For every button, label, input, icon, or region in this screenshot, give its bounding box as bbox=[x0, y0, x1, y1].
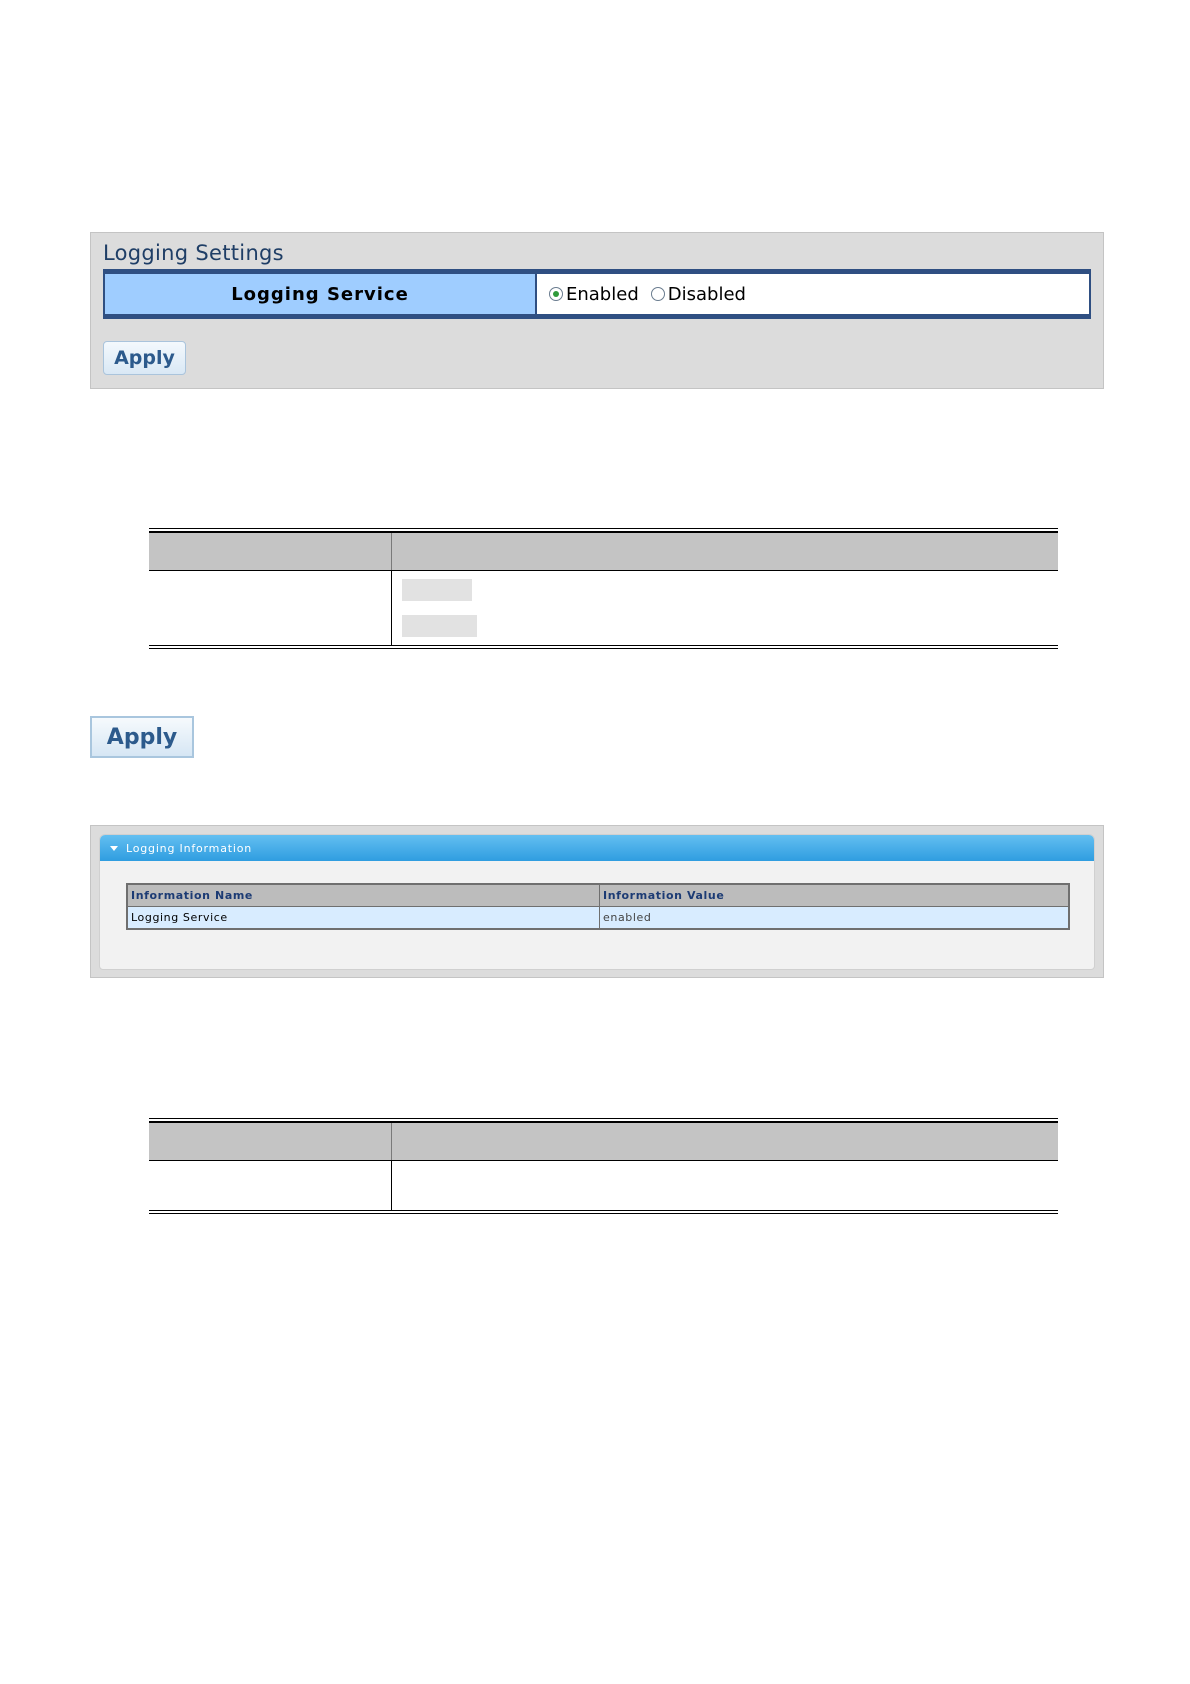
table-cell bbox=[149, 1161, 392, 1210]
info-panel-inner bbox=[99, 834, 1095, 970]
logging-service-label: Logging Service bbox=[105, 274, 537, 314]
table-row bbox=[149, 571, 1058, 645]
radio-enabled[interactable] bbox=[549, 284, 639, 305]
table-row bbox=[128, 907, 1068, 928]
info-panel-header[interactable] bbox=[100, 835, 1094, 861]
table-header-cell bbox=[149, 533, 392, 570]
table-cell bbox=[149, 571, 392, 645]
apply-button[interactable]: Apply bbox=[103, 341, 186, 375]
apply-button-large[interactable]: Apply bbox=[90, 716, 194, 758]
table-header-row bbox=[149, 532, 1058, 571]
table-header-cell bbox=[392, 533, 1058, 570]
radio-checked-icon[interactable] bbox=[549, 287, 563, 301]
placeholder-chip bbox=[402, 579, 472, 601]
radio-unchecked-icon[interactable] bbox=[651, 287, 665, 301]
placeholder-chip bbox=[402, 615, 477, 637]
logging-information-panel bbox=[90, 825, 1104, 978]
logging-service-value bbox=[537, 274, 1089, 314]
table-header-row bbox=[149, 1122, 1058, 1161]
panel-title: Logging Settings bbox=[103, 241, 284, 265]
table-header-row bbox=[128, 885, 1068, 907]
info-panel-title: Logging Information bbox=[126, 841, 253, 855]
description-table bbox=[149, 1118, 1058, 1214]
table-row bbox=[149, 1161, 1058, 1210]
radio-disabled-label: Disabled bbox=[667, 283, 746, 305]
table-header-cell bbox=[392, 1123, 1058, 1160]
information-table bbox=[126, 883, 1070, 930]
column-header-name: Information Name bbox=[128, 885, 600, 906]
collapse-arrow-icon[interactable] bbox=[110, 846, 118, 851]
info-name-cell: Logging Service bbox=[128, 907, 600, 928]
table-cell bbox=[392, 1161, 1058, 1210]
column-header-value: Information Value bbox=[603, 889, 725, 902]
table-header-cell bbox=[149, 1123, 392, 1160]
table-cell bbox=[392, 571, 1058, 645]
logging-settings-panel bbox=[90, 232, 1104, 389]
settings-table bbox=[103, 269, 1091, 319]
info-value-cell: enabled bbox=[603, 911, 652, 924]
description-table bbox=[149, 528, 1058, 649]
radio-enabled-label: Enabled bbox=[566, 283, 639, 305]
radio-disabled[interactable] bbox=[651, 284, 746, 305]
